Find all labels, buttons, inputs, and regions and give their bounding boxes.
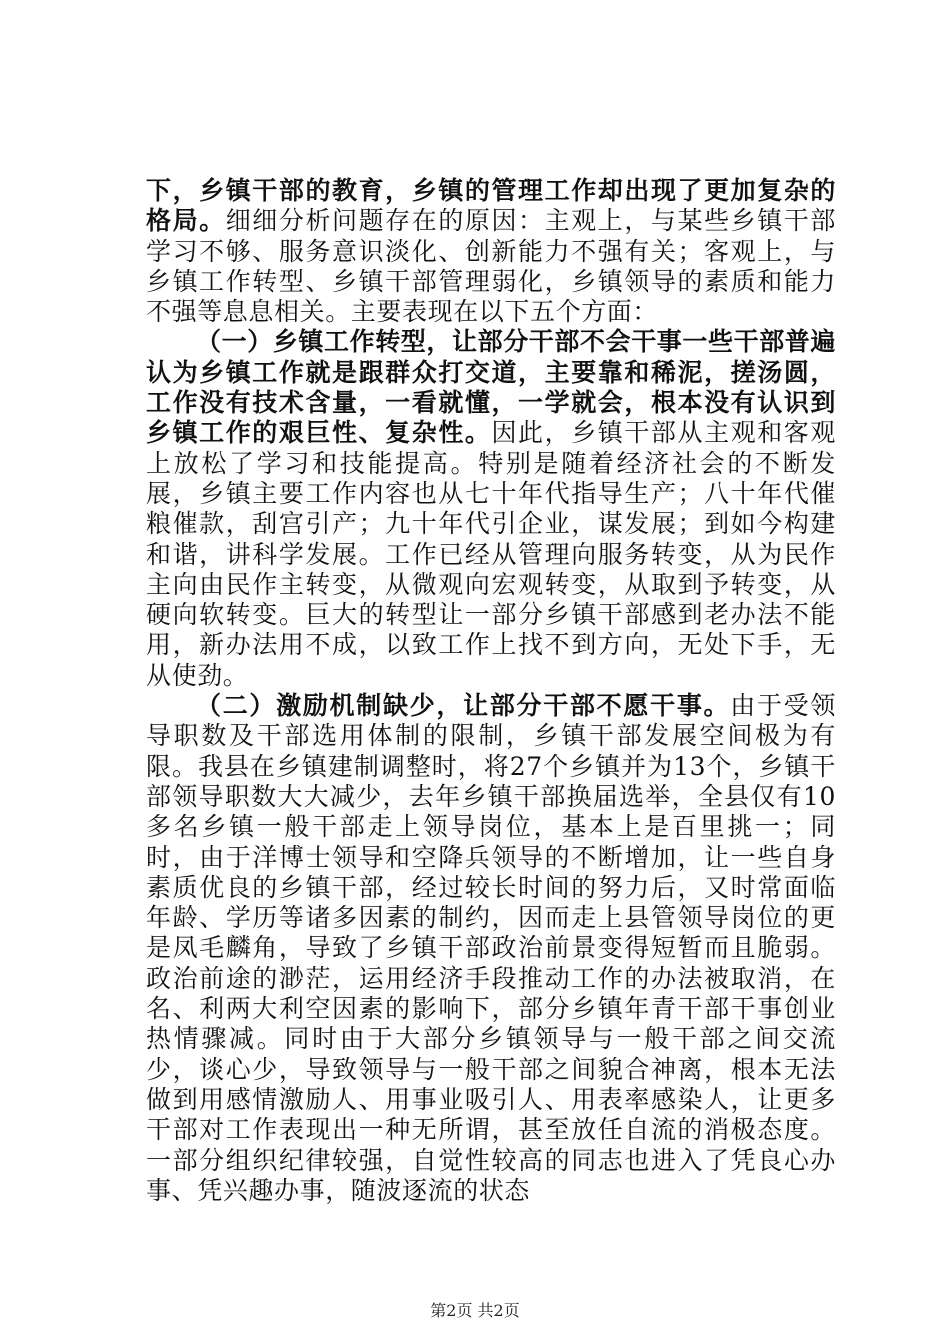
intro-bold-lead: 下，乡镇干部的教育，乡镇的管理工作却出现了更加复杂的格局。 [146,176,836,236]
intro-text: 细细分析问题存在的原因：主观上，与某些乡镇干部学习不够、服务意识淡化、创新能力不强有关；客观上，与乡镇工作转型、乡镇干部管理弱化，乡镇领导的素质和能力不强等息息相关。主要表现在以下五个方面： [146,206,836,327]
paragraph-section-1 [146,327,836,691]
page-footer [0,1301,950,1321]
section-1-bold-lead: （一）乡镇工作转型，让部分干部不会干事一些干部普遍认为乡镇工作就是跟群众打交道，主要靠和稀泥，搓汤圆，工作没有技术含量，一看就懂，一学就会，根本没有认识到乡镇工作的艰巨性、复杂性。 [146,327,837,448]
section-1-text: 因此，乡镇干部从主观和客观上放松了学习和技能提高。特别是随着经济社会的不断发展，乡镇主要工作内容也从七十年代指导生产；八十年代催粮催款，刮宫引产；九十年代引企业，谋发展；到如今构建和谐，讲科学发展。工作已经从管理向服务转变，从为民作主向由民作主转变，从微观向宏观转变，从取到予转变，从硬向软转变。巨大的转型让一部分乡镇干部感到老办法不能用，新办法用不成，以致工作上找不到方向，无处下手，无从使劲。 [146,418,836,690]
section-2-bold-lead: （二）激励机制缺少，让部分干部不愿干事。 [196,691,731,721]
section-2-text: 由于受领导职数及干部选用体制的限制，乡镇干部发展空间极为有限。我县在乡镇建制调整时，将27个乡镇并为13个，乡镇干部领导职数大大减少，去年乡镇干部换届选举，全县仅有10多名乡镇一般干部走上领导岗位，基本上是百里挑一；同时，由于洋博士领导和空降兵领导的不断增加，让一些自身素质优良的乡镇干部，经过较长时间的努力后，又时常面临年龄、学历等诸多因素的制约，因而走上县管领导岗位的更是凤毛麟角，导致了乡镇干部政治前景变得短暂而且脆弱。政治前途的渺茫，运用经济手段推动工作的办法被取消，在名、利两大利空因素的影响下，部分乡镇年青干部干事创业热情骤减。同时由于大部分乡镇领导与一般干部之间交流少，谈心少，导致领导与一般干部之间貌合神离，根本无法做到用感情激励人、用事业吸引人、用表率感染人，让更多干部对工作表现出一种无所谓，甚至放任自流的消极态度。一部分组织纪律较强，自觉性较高的同志也进入了凭良心办事、凭兴趣办事，随波逐流的状态 [146,691,836,1205]
paragraph-section-2 [146,691,836,1206]
page-number-label: 第2页 共2页 [430,1301,520,1320]
document-body [146,176,836,1206]
paragraph-intro [146,176,836,327]
